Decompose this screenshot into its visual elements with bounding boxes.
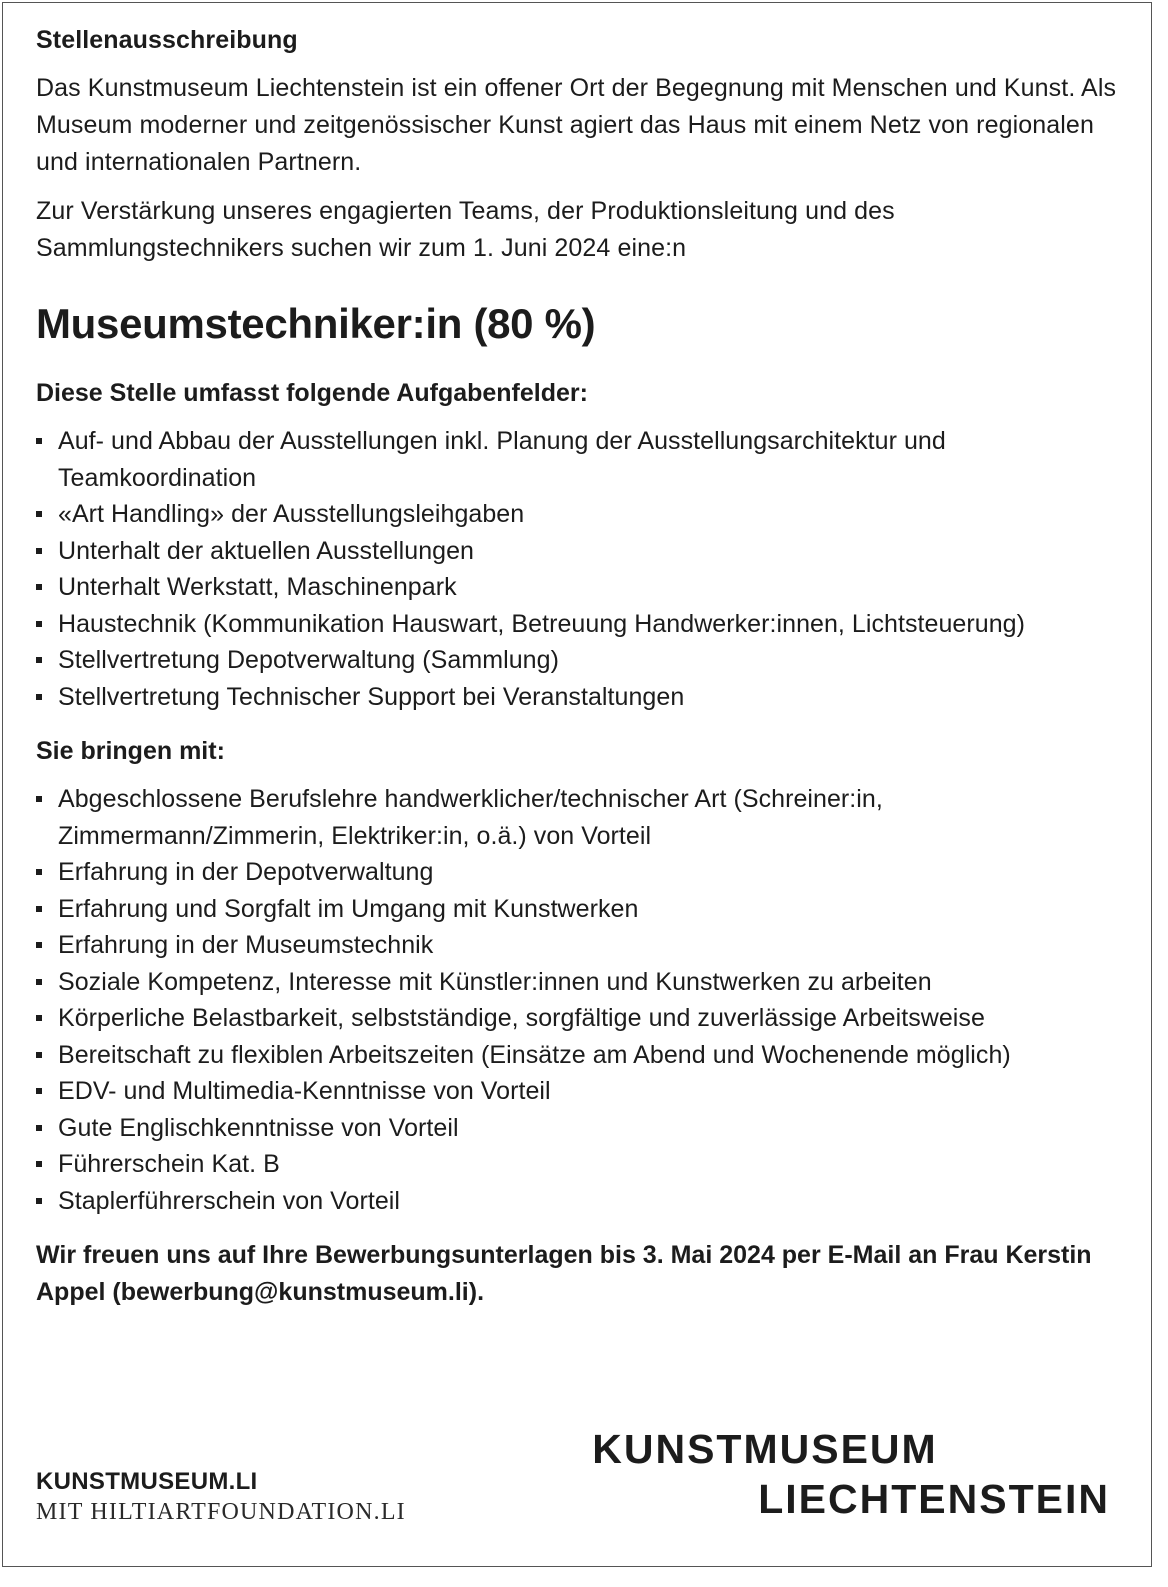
list-item — [36, 854, 1136, 891]
requirement-text: Erfahrung und Sorgfalt im Umgang mit Kunstwerken — [58, 894, 639, 923]
task-text: Stellvertretung Depotverwaltung (Sammlung) — [58, 646, 559, 674]
bullet-icon — [36, 906, 42, 912]
bullet-icon — [36, 584, 42, 590]
requirements-list — [36, 781, 1136, 1219]
requirement-text: Führerschein Kat. B — [58, 1150, 280, 1178]
list-item — [36, 927, 1136, 964]
bullet-icon — [36, 694, 42, 700]
requirement-text: EDV- und Multimedia-Kenntnisse von Vorteil — [58, 1077, 551, 1105]
application-instructions: Wir freuen uns auf Ihre Bewerbungsunterlagen bis 3. Mai 2024 per E-Mail an Frau Kerstin Appel (bewerbung@kunstmuseum.li). — [36, 1241, 1092, 1306]
requirement-text: Erfahrung in der Museumstechnik — [58, 931, 434, 959]
bullet-icon — [36, 438, 42, 444]
task-text: Auf- und Abbau der Ausstellungen inkl. Planung der Ausstellungsarchitektur und Teamkoordination — [58, 427, 946, 492]
tasks-heading: Diese Stelle umfasst folgende Aufgabenfelder: — [36, 379, 588, 407]
list-item — [36, 1000, 1136, 1037]
bullet-icon — [36, 1088, 42, 1094]
logo-line-1: KUNSTMUSEUM — [592, 1426, 938, 1472]
requirement-text: Staplerführerschein von Vorteil — [58, 1186, 401, 1215]
bullet-icon — [36, 1052, 42, 1058]
list-item — [36, 1183, 1136, 1220]
bullet-icon — [36, 942, 42, 948]
partner-link[interactable]: MIT HILTIARTFOUNDATION.LI — [36, 1499, 406, 1525]
job-title: Museumstechniker:in (80 %) — [36, 300, 596, 347]
bullet-icon — [36, 979, 42, 985]
bullet-icon — [36, 511, 42, 517]
task-text: Stellvertretung Technischer Support bei Veranstaltungen — [58, 682, 685, 711]
recruitment-paragraph: Zur Verstärkung unseres engagierten Teams, der Produktionsleitung und des Sammlungstechnikers suchen wir zum 1. Juni 2024 eine:n — [36, 197, 895, 262]
requirements-heading: Sie bringen mit: — [36, 737, 225, 765]
list-item — [36, 423, 1136, 496]
task-text: Haustechnik (Kommunikation Hauswart, Betreuung Handwerker:innen, Lichtsteuerung) — [58, 609, 1025, 638]
requirement-text: Körperliche Belastbarkeit, selbstständige, sorgfältige und zuverlässige Arbeitsweise — [58, 1004, 985, 1032]
bullet-icon — [36, 657, 42, 663]
task-text: Unterhalt der aktuellen Ausstellungen — [58, 536, 475, 565]
list-item — [36, 964, 1136, 1001]
requirement-text: Erfahrung in der Depotverwaltung — [58, 858, 434, 886]
bullet-icon — [36, 869, 42, 875]
ad-kicker: Stellenausschreibung — [36, 26, 298, 54]
bullet-icon — [36, 621, 42, 627]
bullet-icon — [36, 1198, 42, 1204]
bullet-icon — [36, 1161, 42, 1167]
intro-paragraph: Das Kunstmuseum Liechtenstein ist ein offener Ort der Begegnung mit Menschen und Kunst. Als Museum moderner und zeitgenössischer Kunst agiert das Haus mit einem Netz von regionalen und internationalen Partnern. — [36, 74, 1117, 176]
list-item — [36, 496, 1136, 533]
task-text: «Art Handling» der Ausstellungsleihgaben — [58, 500, 525, 528]
footer-links — [36, 1467, 406, 1527]
requirement-text: Bereitschaft zu flexiblen Arbeitszeiten (Einsätze am Abend und Wochenende möglich) — [58, 1040, 1011, 1069]
tasks-list — [36, 423, 1136, 715]
requirement-text: Gute Englischkenntnisse von Vorteil — [58, 1113, 459, 1142]
list-item — [36, 1110, 1136, 1147]
requirement-text: Abgeschlossene Berufslehre handwerklicher/technischer Art (Schreiner:in, Zimmermann/Zimmerin, Elektriker:in, o.ä.) von Vorteil — [58, 785, 883, 850]
website-link[interactable]: KUNSTMUSEUM.LI — [36, 1468, 258, 1495]
list-item — [36, 1037, 1136, 1074]
task-text: Unterhalt Werkstatt, Maschinenpark — [58, 573, 457, 601]
bullet-icon — [36, 1015, 42, 1021]
list-item — [36, 642, 1136, 679]
requirement-text: Soziale Kompetenz, Interesse mit Künstler:innen und Kunstwerken zu arbeiten — [58, 967, 932, 996]
bullet-icon — [36, 548, 42, 554]
list-item — [36, 1073, 1136, 1110]
list-item — [36, 606, 1136, 643]
list-item — [36, 533, 1136, 570]
list-item — [36, 781, 1136, 854]
list-item — [36, 1146, 1136, 1183]
list-item — [36, 679, 1136, 716]
list-item — [36, 891, 1136, 928]
logo-line-2: LIECHTENSTEIN — [758, 1476, 1110, 1522]
bullet-icon — [36, 1125, 42, 1131]
museum-logo — [592, 1424, 1110, 1524]
list-item — [36, 569, 1136, 606]
bullet-icon — [36, 796, 42, 802]
job-ad — [36, 22, 1136, 1311]
